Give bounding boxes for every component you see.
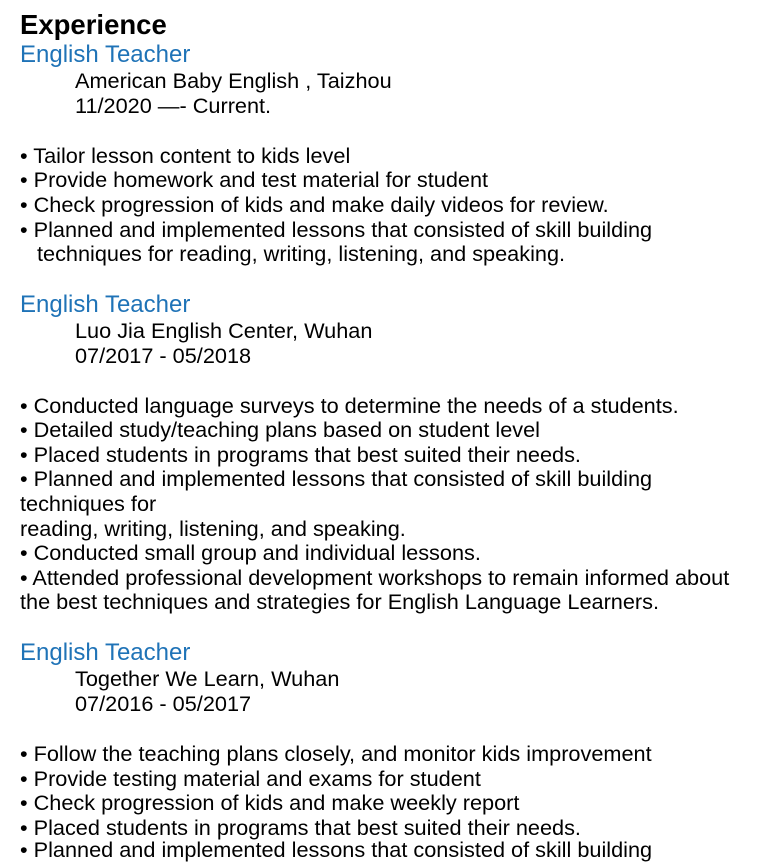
bullet-item: • Planned and implemented lessons that consisted of skill building <box>20 466 653 492</box>
bullet-item: • Planned and implemented lessons that consisted of skill building <box>20 216 653 242</box>
bullet-item: • Attended professional development workshops to remain informed about <box>20 564 730 590</box>
section-heading: Experience <box>20 9 167 40</box>
job-entry <box>20 291 762 615</box>
employer: American Baby English , Taizhou <box>75 68 392 94</box>
job-description <box>20 741 762 863</box>
job-description <box>20 394 762 615</box>
bullet-item: • Placed students in programs that best suited their needs. <box>20 441 581 467</box>
continuation-line: techniques for reading, writing, listening, and speaking. <box>37 241 566 267</box>
employer: Together We Learn, Wuhan <box>75 666 340 692</box>
job-entry <box>20 41 762 267</box>
bullet-item: • Placed students in programs that best suited their needs. <box>20 814 581 840</box>
employer: Luo Jia English Center, Wuhan <box>75 318 373 344</box>
bullet-item: • Follow the teaching plans closely, and monitor kids improvement <box>20 741 652 767</box>
date-range: 07/2017 - 05/2018 <box>75 342 252 368</box>
job-title: English Teacher <box>20 290 191 318</box>
date-range: 11/2020 —- Current. <box>75 92 272 118</box>
bullet-item: • Conducted small group and individual lessons. <box>20 540 481 566</box>
continuation-line: reading, writing, listening, and speaking. <box>20 515 406 541</box>
continuation-line: techniques for <box>20 491 157 517</box>
job-description <box>20 144 762 267</box>
bullet-item-text: • Planned and implemented lessons that consisted of skill building <box>20 837 653 863</box>
job-title: English Teacher <box>20 639 191 667</box>
bullet-item: • Conducted language surveys to determine the needs of a students. <box>20 392 679 418</box>
job-title: English Teacher <box>20 40 191 68</box>
continuation-line: the best techniques and strategies for English Language Learners. <box>20 589 660 615</box>
bullet-item: • Tailor lesson content to kids level <box>20 142 351 168</box>
bullet-item: • Detailed study/teaching plans based on student level <box>20 417 541 443</box>
date-range: 07/2016 - 05/2017 <box>75 691 252 717</box>
bullet-item: • Provide testing material and exams for student <box>20 765 481 791</box>
bullet-item: • Provide homework and test material for student <box>20 167 489 193</box>
bullet-item: • Check progression of kids and make weekly report <box>20 790 520 816</box>
bullet-item-clipped <box>20 837 762 863</box>
bullet-item: • Check progression of kids and make daily videos for review. <box>20 191 609 217</box>
job-entry <box>20 639 762 863</box>
